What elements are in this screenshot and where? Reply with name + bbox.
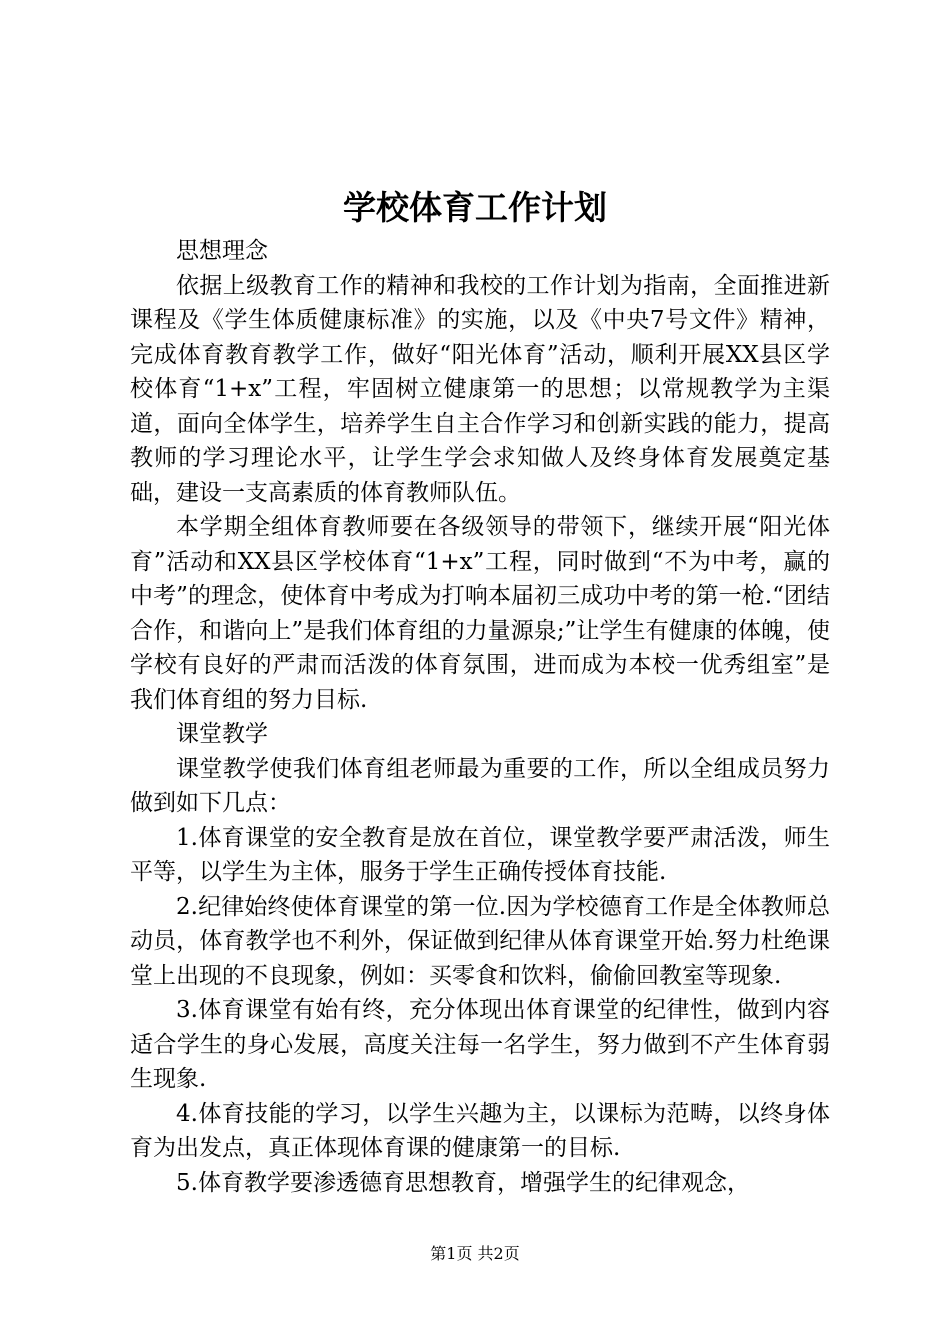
body-paragraph: 课堂教学使我们体育组老师最为重要的工作，所以全组成员努力做到如下几点： [130,755,830,816]
body-paragraph: 本学期全组体育教师要在各级领导的带领下，继续开展“阳光体育”活动和XX县区学校体育“1+x”工程，同时做到“不为中考，赢的中考”的理念，使体育中考成为打响本届初三成功中考的第一枪.“团结合作，和谐向上”是我们体育组的力量源泉;”让学生有健康的体魄，使学校有良好的严肃而活泼的体育氛围，进而成为本校一优秀组室”是我们体育组的努力目标. [130,514,830,713]
section-heading: 思想理念 [176,238,268,264]
body-paragraph: 依据上级教育工作的精神和我校的工作计划为指南，全面推进新课程及《学生体质健康标准》的实施，以及《中央7号文件》精神，完成体育教育教学工作，做好“阳光体育”活动，顺利开展XX县区学校体育“1+x”工程，牢固树立健康第一的思想；以常规教学为主渠道，面向全体学生，培养学生自主合作学习和创新实践的能力，提高教师的学习理论水平，让学生学会求知做人及终身体育发展奠定基础，建设一支高素质的体育教师队伍。 [130,272,830,506]
list-item: 4.体育技能的学习，以学生兴趣为主，以课标为范畴，以终身体育为出发点，真正体现体育课的健康第一的目标. [130,1100,830,1161]
list-item: 5.体育教学要渗透德育思想教育，增强学生的纪律观念， [176,1169,750,1196]
page-footer: 第1页 共2页 [430,1244,520,1263]
document-body [130,234,830,1200]
list-item: 1.体育课堂的安全教育是放在首位，课堂教学要严肃活泼，师生平等，以学生为主体，服务于学生正确传授体育技能. [130,824,830,885]
list-item: 2.纪律始终使体育课堂的第一位.因为学校德育工作是全体教师总动员，体育教学也不利外，保证做到纪律从体育课堂开始.努力杜绝课堂上出现的不良现象，例如：买零食和饮料，偷偷回教室等现象. [130,893,830,989]
section-heading: 课堂教学 [176,721,268,747]
document-title: 学校体育工作计划 [343,188,607,227]
list-item: 3.体育课堂有始有终，充分体现出体育课堂的纪律性，做到内容适合学生的身心发展，高度关注每一名学生，努力做到不产生体育弱生现象. [130,997,830,1092]
